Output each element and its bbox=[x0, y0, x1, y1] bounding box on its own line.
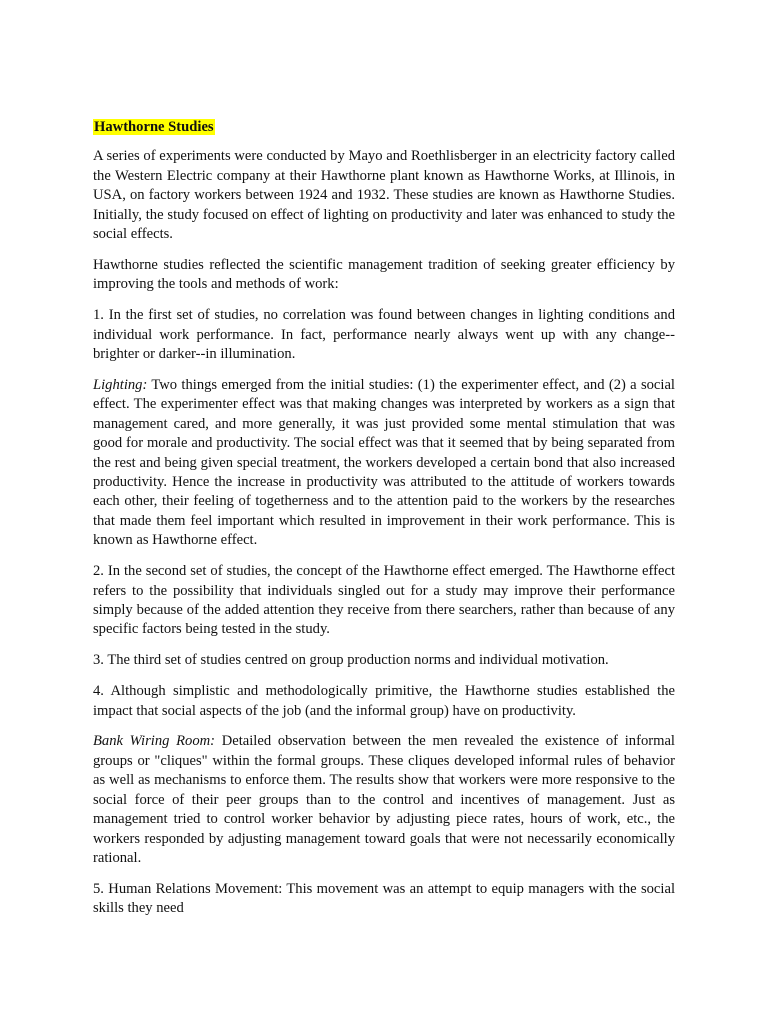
paragraph-bank-wiring bbox=[93, 732, 675, 868]
paragraph-lighting bbox=[93, 376, 675, 551]
paragraph-study-2 bbox=[93, 562, 675, 640]
paragraph-tradition bbox=[93, 256, 675, 295]
paragraph-human-relations bbox=[93, 880, 675, 919]
paragraph-text: 1. In the first set of studies, no correlation was found between changes in lighting conditions and individual work performance. In fact, performance nearly always went up with any change--brighter or darker--in illumination. bbox=[93, 307, 675, 363]
document-title bbox=[93, 118, 675, 137]
paragraph-intro bbox=[93, 147, 675, 244]
paragraph-lead: Bank Wiring Room: bbox=[93, 733, 216, 750]
paragraph-text: 5. Human Relations Movement: This movement was an attempt to equip managers with the social skills they need bbox=[93, 880, 675, 917]
paragraph-text: Two things emerged from the initial studies: (1) the experimenter effect, and (2) a social effect. The experimenter effect was that making changes was interpreted by workers as a sign that management cared, and more generally, it was just provided some mental stimulation that was good for morale and productivity. The social effect was that it seemed that by being separated from the rest and being given special treatment, the workers developed a certain bond that also increased productivity. Hence the increase in productivity was attributed to the attitude of workers towards each other, their feeling of togetherness and to the attention paid to the workers by the researches that made them feel important which resulted in improvement in their work performance. This is known as Hawthorne effect. bbox=[93, 376, 675, 549]
paragraph-study-3 bbox=[93, 651, 675, 670]
paragraph-text: Hawthorne studies reflected the scientific management tradition of seeking greater efficiency by improving the tools and methods of work: bbox=[93, 256, 675, 293]
document-page bbox=[93, 118, 675, 930]
paragraph-text: A series of experiments were conducted by Mayo and Roethlisberger in an electricity factory called the Western Electric company at their Hawthorne plant known as Hawthorne Works, at Illinois, in USA, on factory workers between 1924 and 1932. These studies are known as Hawthorne Studies. Initially, the study focused on effect of lighting on productivity and later was enhanced to study the social effects. bbox=[93, 148, 675, 243]
paragraph-study-4 bbox=[93, 682, 675, 721]
paragraph-text: 3. The third set of studies centred on group production norms and individual motivation. bbox=[93, 652, 609, 669]
paragraph-text: 2. In the second set of studies, the concept of the Hawthorne effect emerged. The Hawthorne effect refers to the possibility that individuals singled out for a study may improve their performance simply because of the added attention they receive from there searchers, rather than because of any specific factors being tested in the study. bbox=[93, 563, 675, 638]
paragraph-text: Detailed observation between the men revealed the existence of informal groups or "cliques" within the formal groups. These cliques developed informal rules of behavior as well as mechanisms to enforce them. The results show that workers were more responsive to the social force of their peer groups than to the control and incentives of management. Just as management tried to control worker behavior by adjusting piece rates, hours of work, etc., the workers responded by adjusting management toward goals that were not necessarily economically rational. bbox=[93, 733, 675, 866]
document-title-text: Hawthorne Studies bbox=[94, 119, 214, 135]
paragraph-study-1 bbox=[93, 306, 675, 364]
paragraph-text: 4. Although simplistic and methodologically primitive, the Hawthorne studies established the impact that social aspects of the job (and the informal group) have on productivity. bbox=[93, 683, 675, 719]
paragraph-lead: Lighting: bbox=[93, 376, 148, 393]
